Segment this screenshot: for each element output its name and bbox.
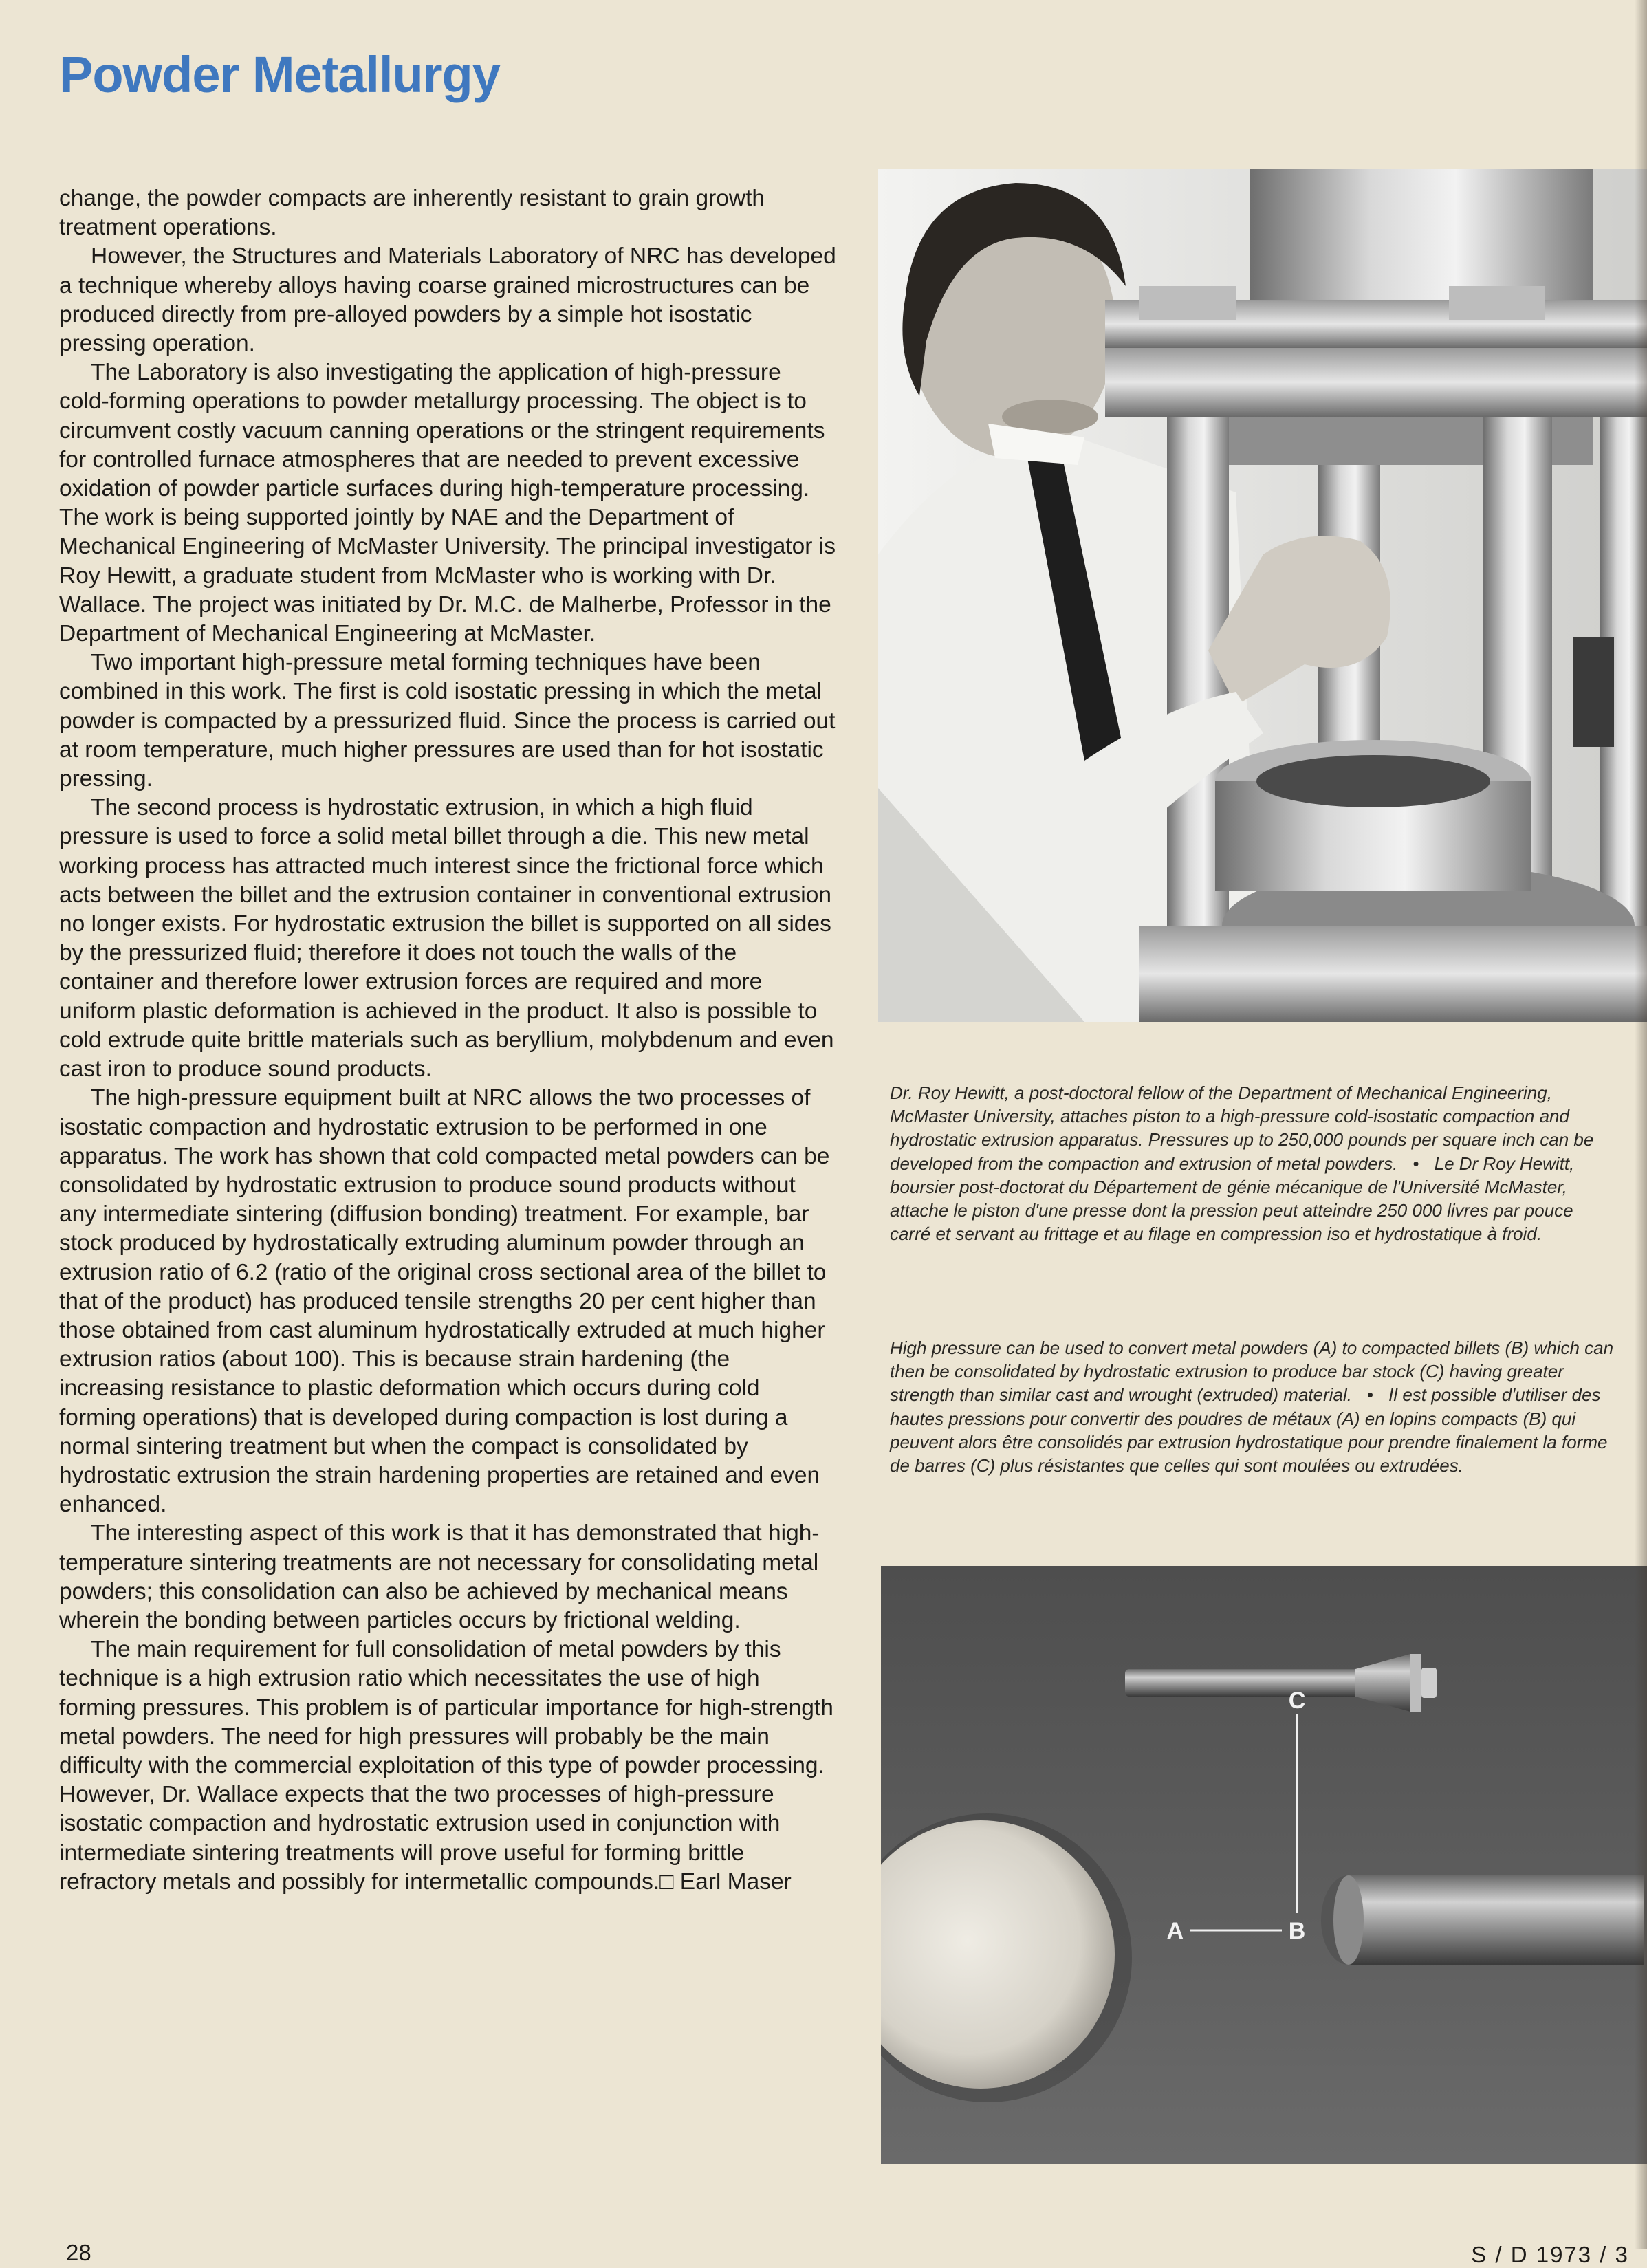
article-paragraph: Two important high-pressure metal forming techniques have been combined in this work. The first is cold isostatic pressing in which the metal powder is compacted by a pressurized fluid. Since the process is carried out at room temperature, much higher pressures are used than for hot isostatic pressing.	[59, 650, 836, 792]
article-paragraph: change, the powder compacts are inherently resistant to grain growth treatment operations.	[59, 186, 765, 241]
article-paragraph: The interesting aspect of this work is that it has demonstrated that high-temperature sintering treatments are not necessary for consolidating metal powders; this consolidation can also be achieved by mechanical means wherein the bonding between particles occurs by frictional welding.	[59, 1520, 820, 1633]
photo2-caption-en: High pressure can be used to convert metal powders (A) to compacted billets (B) which can then be consolidated by hydrostatic extrusion to produce bar stock (C) having greater strength than similar cast and wrought (extruded) material.	[890, 1338, 1614, 1406]
page-number: 28	[66, 2240, 91, 2265]
photo1-caption-en: Dr. Roy Hewitt, a post-doctoral fellow of the Department of Mechanical Engineering, McMaster University, attaches piston to a high-pressure cold-isostatic compaction and hydrostatic extrusion apparatus. Pressures up to 250,000 pounds per square inch can be developed from the compaction and extrusion of metal powders.	[890, 1082, 1594, 1174]
label-b: B	[1288, 1918, 1306, 1944]
photo-powder-billet-bar	[881, 1566, 1647, 2164]
article-last-paragraph-text: The main requirement for full consolidation of metal powders by this technique is a high extrusion ratio which necessitates the use of high forming pressures. This problem is of particular importance for high-strength metal powders. The need for high pressures will probably be the main difficulty with the commercial exploitation of this type of powder processing. However, Dr. Wallace expects that the two processes of high-pressure isostatic compaction and hydrostatic extrusion used in conjunction with intermediate sintering treatments will prove useful for forming brittle refractory metals and possibly for intermetallic compounds.	[59, 1637, 833, 1895]
article-paragraph: The high-pressure equipment built at NRC allows the two processes of isostatic compaction and hydrostatic extrusion to be performed in one apparatus. The work has shown that cold compacted metal powders can be consolidated by hydrostatic extrusion to produce sound products without any intermediate sintering (diffusion bonding) treatment. For example, bar stock produced by hydrostatically extruding aluminum powder through an extrusion ratio of 6.2 (ratio of the original cross sectional area of the billet to that of the product) has produced tensile strengths 20 per cent higher than those obtained from cast aluminum hydrostatically extruded at much higher extrusion ratios (about 100). This is because strain hardening (the increasing resistance to plastic deformation which occurs during cold forming operations) that is developed during compaction is lost during a normal sintering treatment but when the compact is consolidated by hydrostatic extrusion the strain hardening properties are retained and even enhanced.	[59, 1085, 830, 1518]
article-paragraph	[59, 1635, 836, 1897]
author-byline: □ Earl Maser	[659, 1868, 792, 1895]
label-a: A	[1166, 1918, 1184, 1944]
folio: S / D 1973 / 3	[1471, 2242, 1629, 2267]
article-paragraph: However, the Structures and Materials Laboratory of NRC has developed a technique whereby alloys having coarse grained microstructures can be produced directly from pre-alloyed powders by a simple hot isostatic pressing operation.	[59, 243, 836, 357]
page-title: Powder Metallurgy	[59, 46, 500, 103]
page-edge-shadow	[1635, 0, 1647, 2249]
article-paragraph: The Laboratory is also investigating the application of high-pressure cold-forming operations to powder metallurgy processing. The object is to circumvent costly vacuum canning operations or the stringent requirements for controlled furnace atmospheres that are needed to prevent excessive oxidation of powder particle surfaces during high-temperature processing. The work is being supported jointly by NAE and the Department of Mechanical Engineering of McMaster University. The principal investigator is Roy Hewitt, a graduate student from McMaster who is working with Dr. Wallace. The project was initiated by Dr. M.C. de Malherbe, Professor in the Department of Mechanical Engineering at McMaster.	[59, 360, 836, 647]
article-paragraph: The second process is hydrostatic extrusion, in which a high fluid pressure is used to force a solid metal billet through a die. This new metal working process has attracted much interest since the frictional force which acts between the billet and the extrusion container in conventional extrusion no longer exists. For hydrostatic extrusion the billet is supported on all sides by the pressurized fluid; therefore it does not touch the walls of the container and therefore lower extrusion forces are required and more uniform plastic deformation is achieved in the product. It also is possible to cold extrude quite brittle materials such as beryllium, molybdenum and even cast iron to produce sound products.	[59, 795, 834, 1082]
caption-separator: •	[1413, 1153, 1419, 1174]
photo1-caption	[890, 1081, 1619, 1245]
photo2-caption-fr: Il est possible d'utiliser des hautes pressions pour convertir des poudres de métaux (A) en lopins compacts (B) qui peuvent alors être consolidés par extrusion hydrostatique pour prendre finalement la forme de barres (C) plus résistantes que celles qui sont moulées ou extrudées.	[890, 1384, 1608, 1476]
photo2-caption	[890, 1336, 1619, 1477]
photo1-caption-fr: Le Dr Roy Hewitt, boursier post-doctorat du Département de génie mécanique de l'Université McMaster, attache le piston d'une presse dont la pression peut atteindre 250 000 livres par pouce carré et servant au frittage et au filage en compression iso et hydrostatique à froid.	[890, 1153, 1575, 1245]
article-body	[59, 184, 836, 1897]
caption-separator: •	[1366, 1384, 1374, 1406]
label-c: C	[1288, 1688, 1306, 1714]
photo-hewitt-apparatus	[878, 169, 1647, 1022]
